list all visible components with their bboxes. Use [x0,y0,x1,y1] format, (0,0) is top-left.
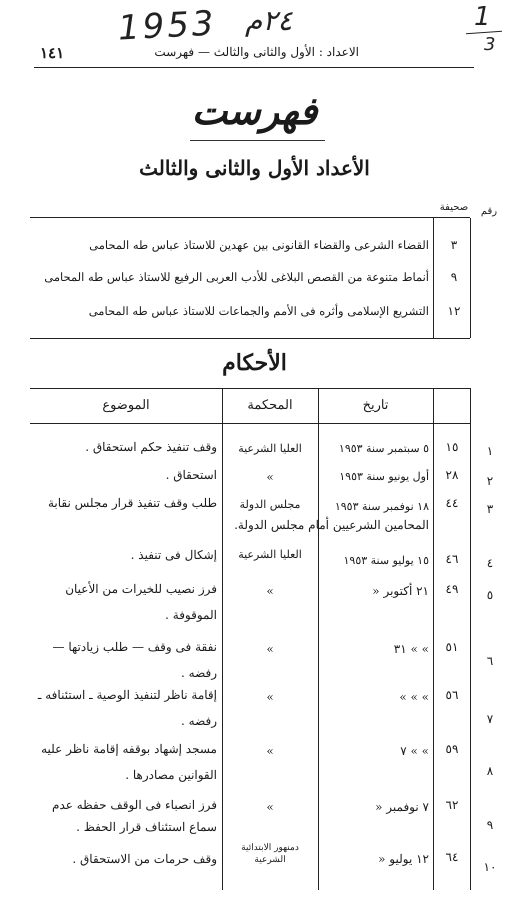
ruling-date-4: ١٥ يوليو سنة ١٩٥٣ [343,554,429,567]
col-header-date: تاريخ [362,398,389,413]
ruling-subject-3b: المحامين الشرعيين أمام مجلس الدولة. [234,518,429,532]
ruling-date-6: ٣١ « « [393,642,429,656]
ruling-subject-6b: رفضه . [181,666,217,680]
subtitle: الأعداد الأول والثانى والثالث [139,156,370,180]
ruling-subject-8a: مسجد إشهاد بوقفه إقامة ناظر عليه [41,742,217,756]
rulings-header-rule [30,423,470,424]
ruling-page-8: ٥٩ [445,742,459,756]
ruling-num-4: ٤ [486,556,494,570]
ruling-subject-7a: إقامة ناظر لتنفيذ الوصية ـ استئنافه ـ [37,688,217,702]
ruling-page-7: ٥٦ [445,688,459,702]
ruling-court-3: مجلس الدولة [239,498,301,511]
toc-page-2: ٩ [450,270,458,284]
toc-bottom-rule [30,338,470,339]
ruling-page-6: ٥١ [445,640,459,654]
ruling-subject-3a: طلب وقف تنفيذ قرار مجلس نقابة [47,496,217,510]
ruling-subject-6a: نفقة فى وقف — طلب زيادتها — [52,640,217,654]
ruling-date-9: ٧ نوفمبر « [375,800,429,814]
ruling-date-1: ٥ سبتمبر سنة ١٩٥٣ [338,442,429,455]
vr-page-num [470,388,471,890]
ruling-date-3: ١٨ نوفمبر سنة ١٩٥٣ [334,500,429,513]
col-header-court: المحكمة [247,398,293,413]
ruling-subject-1a: وقف تنفيذ حكم استحقاق . [85,440,217,454]
ruling-page-3: ٤٤ [445,496,459,510]
toc-top-rule [30,217,470,218]
toc-page-1: ٣ [450,238,458,252]
ruling-subject-4a: إشكال فى تنفيذ . [130,548,217,562]
handwritten-year: 1953 [117,3,218,49]
ruling-num-8: ٨ [486,764,494,778]
ruling-page-10: ٦٤ [445,850,459,864]
page-number: ١٤١ [40,44,65,62]
ruling-num-5: ٥ [486,588,494,602]
ruling-date-10: ١٢ يوليو « [378,852,429,866]
ruling-num-3: ٣ [486,502,494,516]
handwritten-code: ٢٤م [245,4,293,37]
ruling-subject-8b: القوانين مصادرها . [125,768,217,782]
ruling-subject-5b: الموقوفة . [165,608,217,622]
ruling-court-7: « [266,690,274,704]
ruling-court-2: « [266,470,274,484]
handwritten-fraction-top: 1 [474,2,491,32]
ruling-subject-9a: فرز انصباء فى الوقف حفظه عدم [52,798,217,812]
vr-court-date [318,388,319,890]
handwritten-fraction-bottom: 3 [484,34,496,55]
ruling-num-7: ٧ [486,712,494,726]
toc-page-header: صحيفة [439,202,469,213]
ruling-date-2: أول يونيو سنة ١٩٥٣ [339,470,429,483]
ruling-num-10: ١٠ [483,860,497,874]
ruling-page-5: ٤٩ [445,582,459,596]
ruling-subject-2a: استحقاق . [165,468,217,482]
toc-title-2: أنماط متنوعة من القصص البلاغى للأدب العربى الرفيع للاستاذ عباس طه المحامى [44,270,429,284]
ruling-court-1: العليا الشرعية [238,442,302,455]
ruling-page-1: ١٥ [445,440,459,454]
ruling-num-6: ٦ [486,654,494,668]
ruling-date-7: « « « [399,690,429,704]
ruling-page-9: ٦٢ [445,798,459,812]
ruling-court-6: « [266,642,274,656]
toc-title-3: التشريع الإسلامى وأثره فى الأمم والجماعات للاستاذ عباس طه المحامى [88,304,429,318]
ruling-subject-10a: وقف حرمات من الاستحقاق . [72,852,217,866]
rulings-top-rule [30,388,470,389]
ruling-page-4: ٤٦ [445,552,459,566]
toc-num-header: رقم [480,206,498,217]
ruling-subject-5a: فرز نصيب للخيرات من الأعيان [65,582,217,596]
toc-page-3: ١٢ [447,304,461,318]
ruling-court-9: « [266,800,274,814]
ruling-date-5: ٢١ أكتوبر « [372,584,429,598]
vr-date-page [433,388,434,890]
ruling-date-8: ٧ « « [400,744,429,758]
ruling-page-2: ٢٨ [445,468,459,482]
ruling-court-5: « [266,584,274,598]
header-rule [34,67,474,68]
toc-title-1: القضاء الشرعى والقضاء القانونى بين عهدين للاستاذ عباس طه المحامى [89,238,429,252]
running-header: الاعداد : الأول والثانى والثالث — فهرست [154,45,359,59]
ruling-subject-9b: سماع استئناف قرار الحفظ . [76,820,217,834]
vr-left-margin [433,218,434,338]
ruling-num-1: ١ [486,444,494,458]
ruling-court-4: العليا الشرعية [238,548,302,561]
title-underline [190,140,325,141]
rulings-heading: الأحكام [222,350,287,376]
ruling-court-8: « [266,744,274,758]
main-title: فهرست [191,88,318,133]
vr-num-page [470,218,471,338]
col-header-subject: الموضوع [102,398,150,413]
ruling-num-9: ٩ [486,818,494,832]
ruling-court-10: دمنهور الابتدائية الشرعية [241,843,299,865]
ruling-subject-7b: رفضه . [181,714,217,728]
ruling-num-2: ٢ [486,474,494,488]
